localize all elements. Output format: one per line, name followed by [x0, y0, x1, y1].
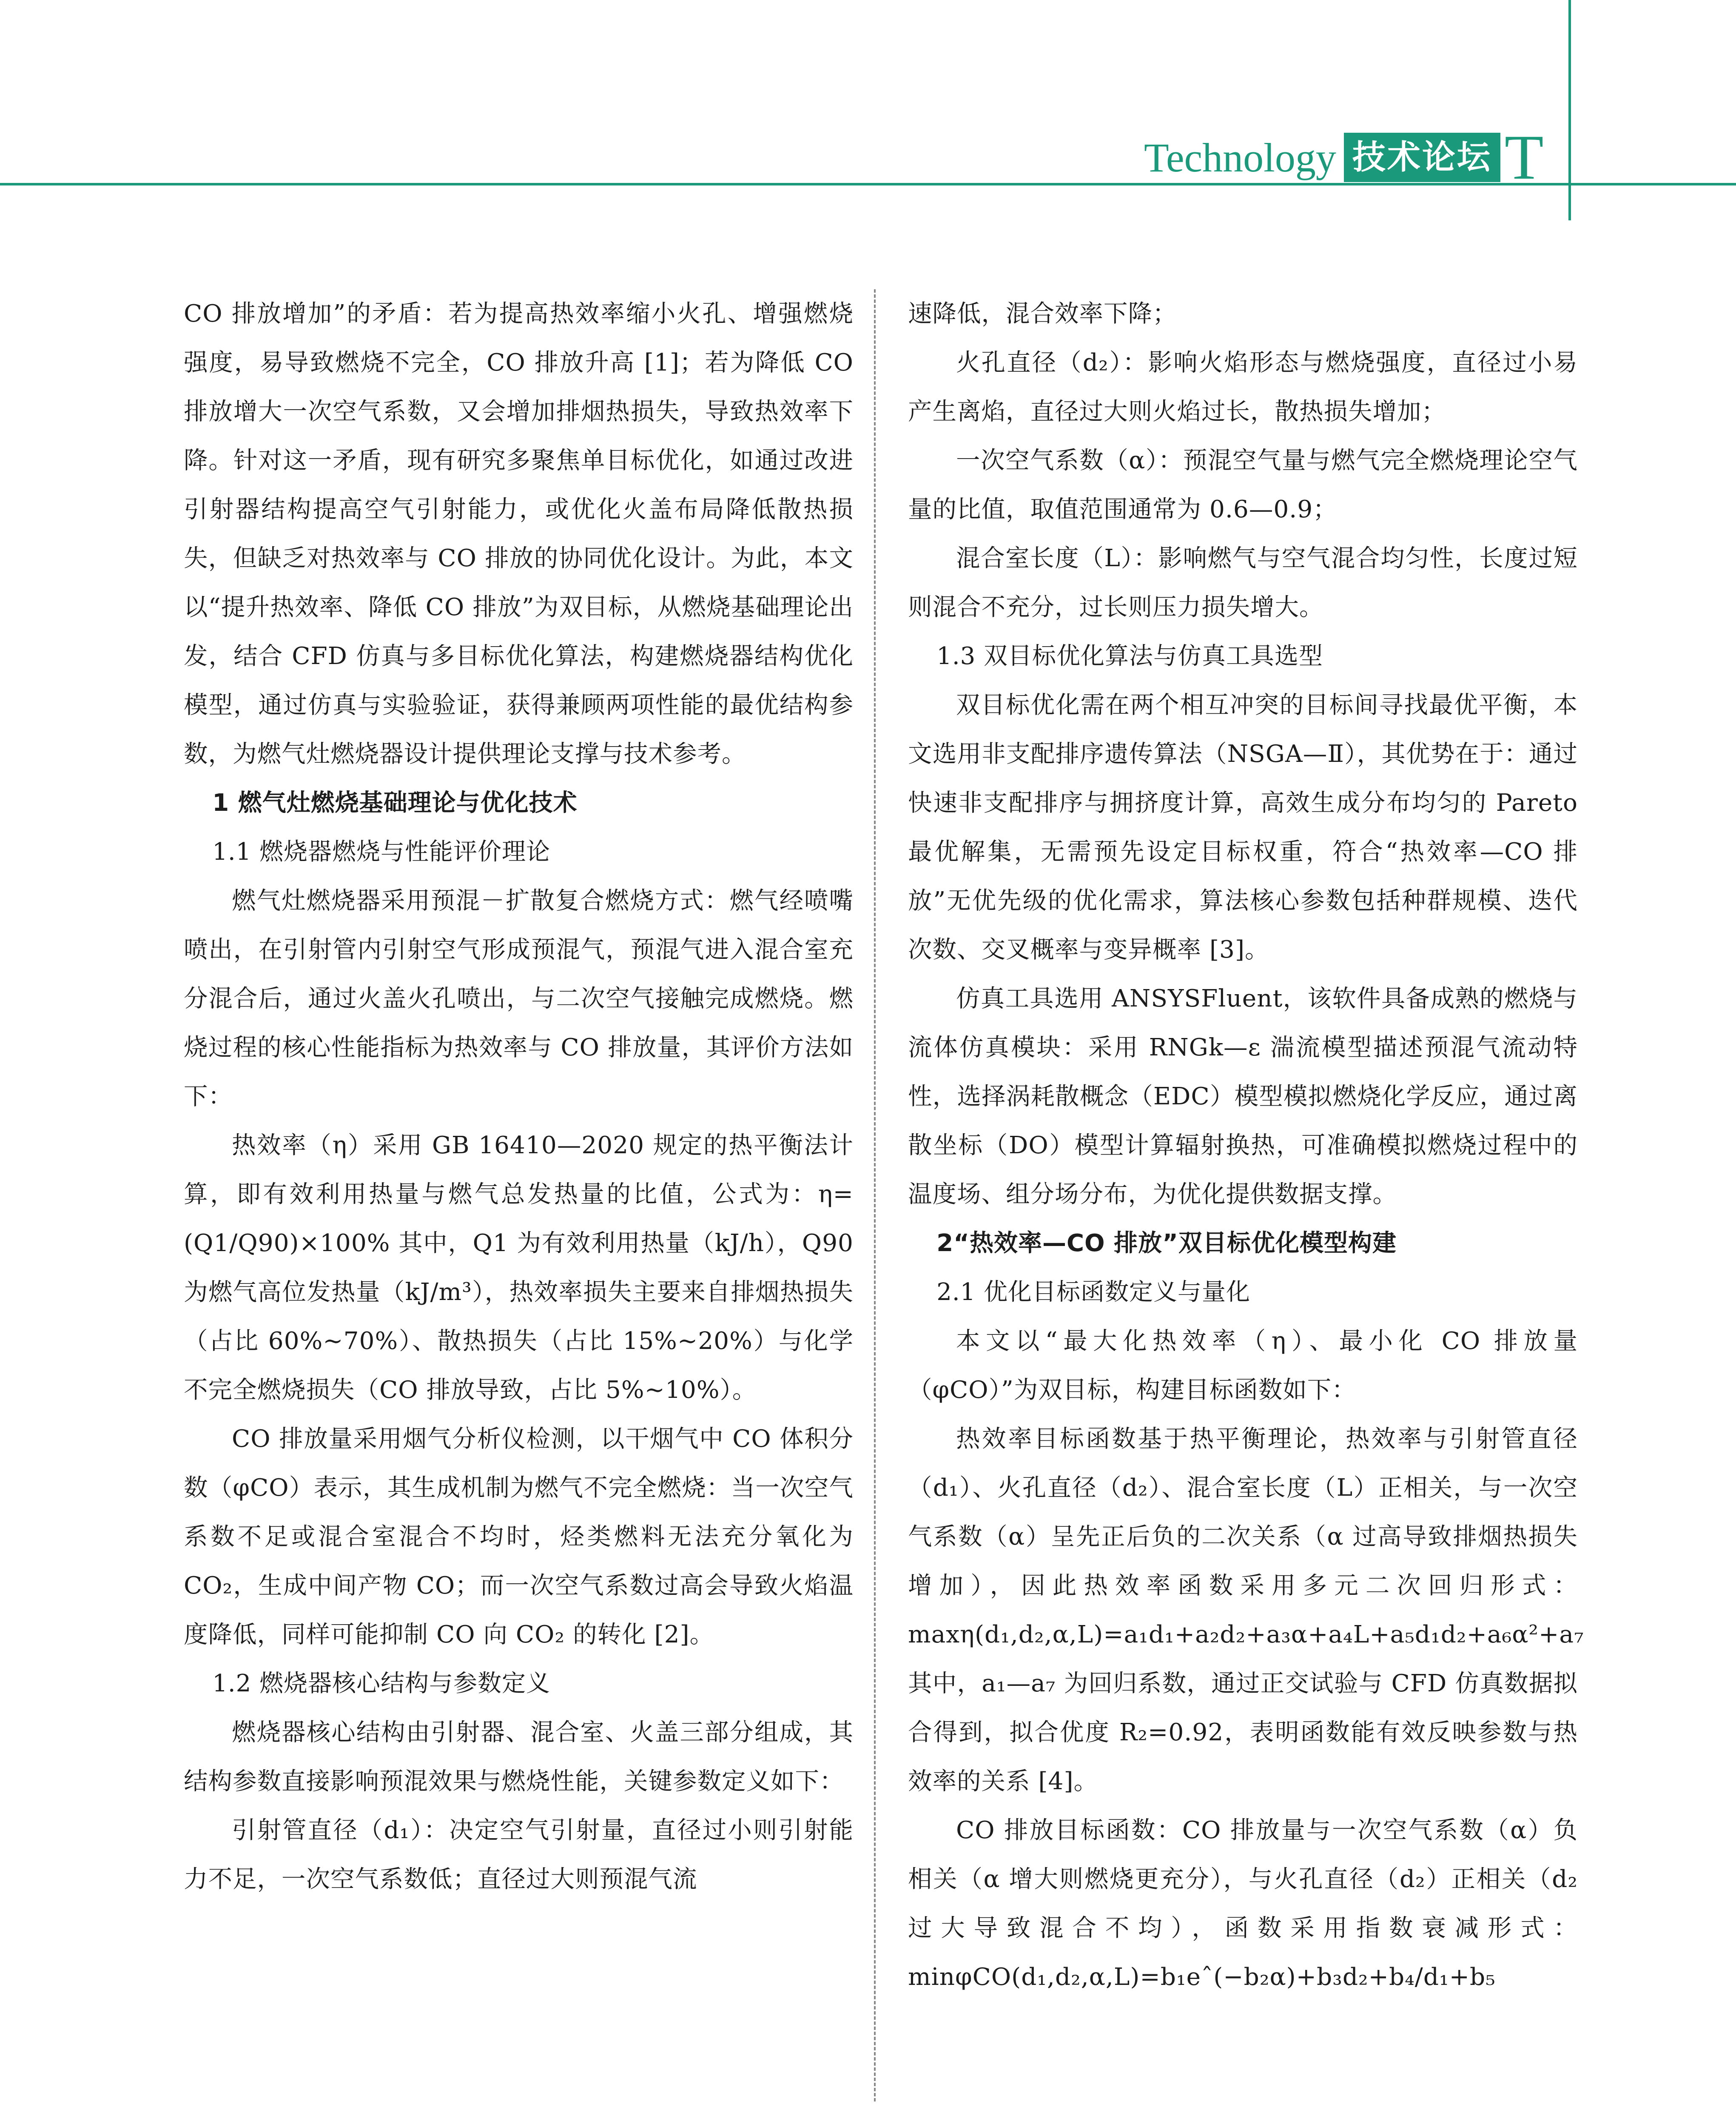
- header-section-tag: 技术论坛: [1344, 133, 1500, 182]
- body-paragraph: 燃气灶燃烧器采用预混－扩散复合燃烧方式：燃气经喷嘴喷出，在引射管内引射空气形成预混气，预混气进入混合室充分混合后，通过火盖火孔喷出，与二次空气接触完成燃烧。燃烧过程的核心性能指标为热效率与 CO 排放量，其评价方法如下：: [184, 887, 854, 1110]
- body-paragraph: 热效率（η）采用 GB 16410—2020 规定的热平衡法计算，即有效利用热量与燃气总发热量的比值，公式为：η=(Q1/Q90)×100% 其中，Q1 为有效利用热量（kJ/h），Q90 为燃气高位发热量（kJ/m³），热效率损失主要来自排烟热损失（占比 60%~70%）、散热损失（占比 15%~20%）与化学不完全燃烧损失（CO 排放导致，占比 5%~10%）。: [184, 1132, 854, 1404]
- body-paragraph: 仿真工具选用 ANSYSFluent，该软件具备成熟的燃烧与流体仿真模块：采用 RNGk—ε 湍流模型描述预混气流动特性，选择涡耗散概念（EDC）模型模拟燃烧化学反应，通过离散坐标（DO）模型计算辐射换热，可准确模拟燃烧过程中的温度场、组分场分布，为优化提供数据支撑。: [908, 985, 1578, 1208]
- column-divider: [874, 289, 876, 2101]
- subsection-heading: 1.1 燃烧器燃烧与性能评价理论: [212, 838, 551, 866]
- header-letter: T: [1504, 122, 1544, 193]
- body-paragraph: 热效率目标函数基于热平衡理论，热效率与引射管直径（d₁）、火孔直径（d₂）、混合室长度（L）正相关，与一次空气系数（α）呈先正后负的二次关系（α 过高导致排烟热损失增加），因此热效率函数采用多元二次回归形式：maxη(d₁,d₂,α,L)=a₁d₁+a₂d₂+a₃α+a₄L+a₅d₁d₂+a₆α²+a₇ 其中，a₁—a₇ 为回归系数，通过正交试验与 CFD 仿真数据拟合得到，拟合优度 R₂=0.92，表明函数能有效反映参数与热效率的关系 [4]。: [908, 1425, 1584, 1795]
- subsection-heading: 1.2 燃烧器核心结构与参数定义: [212, 1670, 551, 1697]
- section-heading: 2“热效率—CO 排放”双目标优化模型构建: [936, 1229, 1397, 1257]
- body-paragraph: 本文以“最大化热效率（η）、最小化 CO 排放量（φCO）”为双目标，构建目标函数如下：: [908, 1327, 1578, 1404]
- body-paragraph: 双目标优化需在两个相互冲突的目标间寻找最优平衡，本文选用非支配排序遗传算法（NSGA—Ⅱ），其优势在于：通过快速非支配排序与拥挤度计算，高效生成分布均匀的 Pareto 最优解集，无需预先设定目标权重，符合“热效率—CO 排放”无优先级的优化需求，算法核心参数包括种群规模、迭代次数、交叉概率与变异概率 [3]。: [908, 691, 1578, 964]
- subsection-heading: 1.3 双目标优化算法与仿真工具选型: [936, 642, 1323, 670]
- section-heading: 1 燃气灶燃烧基础理论与优化技术: [212, 789, 578, 817]
- right-column: [908, 289, 1584, 2002]
- body-paragraph: 引射管直径（d₁）：决定空气引射量，直径过小则引射能力不足，一次空气系数低；直径过大则预混气流: [184, 1816, 854, 1893]
- body-paragraph: 混合室长度（L）：影响燃气与空气混合均匀性，长度过短则混合不充分，过长则压力损失增大。: [908, 545, 1578, 621]
- subsection-heading: 2.1 优化目标函数定义与量化: [936, 1278, 1251, 1306]
- header-brand: Technology: [1144, 134, 1336, 180]
- body-paragraph: 一次空气系数（α）：预混空气量与燃气完全燃烧理论空气量的比值，取值范围通常为 0.6—0.9；: [908, 447, 1578, 523]
- left-column: [184, 289, 854, 1904]
- body-paragraph: 速降低，混合效率下降；: [908, 300, 1177, 328]
- body-paragraph: CO 排放目标函数：CO 排放量与一次空气系数（α）负相关（α 增大则燃烧更充分），与火孔直径（d₂）正相关（d₂ 过大导致混合不均），函数采用指数衰减形式：minφCO(d₁,d₂,α,L)=b₁eˆ(−b₂α)+b₃d₂+b₄/d₁+b₅: [908, 1816, 1578, 1991]
- body-paragraph: CO 排放增加”的矛盾：若为提高热效率缩小火孔、增强燃烧强度，易导致燃烧不完全，CO 排放升高 [1]；若为降低 CO 排放增大一次空气系数，又会增加排烟热损失，导致热效率下降。针对这一矛盾，现有研究多聚焦单目标优化，如通过改进引射器结构提高空气引射能力，或优化火盖布局降低散热损失，但缺乏对热效率与 CO 排放的协同优化设计。为此，本文以“提升热效率、降低 CO 排放”为双目标，从燃烧基础理论出发，结合 CFD 仿真与多目标优化算法，构建燃烧器结构优化模型，通过仿真与实验验证，获得兼顾两项性能的最优结构参数，为燃气灶燃烧器设计提供理论支撑与技术参考。: [184, 300, 854, 768]
- running-header: [1144, 122, 1544, 193]
- body-paragraph: 燃烧器核心结构由引射器、混合室、火盖三部分组成，其结构参数直接影响预混效果与燃烧性能，关键参数定义如下：: [184, 1719, 854, 1795]
- body-paragraph: 火孔直径（d₂）：影响火焰形态与燃烧强度，直径过小易产生离焰，直径过大则火焰过长，散热损失增加；: [908, 349, 1578, 425]
- body-paragraph: CO 排放量采用烟气分析仪检测，以干烟气中 CO 体积分数（φCO）表示，其生成机制为燃气不完全燃烧：当一次空气系数不足或混合室混合不均时，烃类燃料无法充分氧化为 CO₂，生成中间产物 CO；而一次空气系数过高会导致火焰温度降低，同样可能抑制 CO 向 CO₂ 的转化 [2]。: [184, 1425, 854, 1648]
- header-vertical-rule: [1568, 0, 1571, 220]
